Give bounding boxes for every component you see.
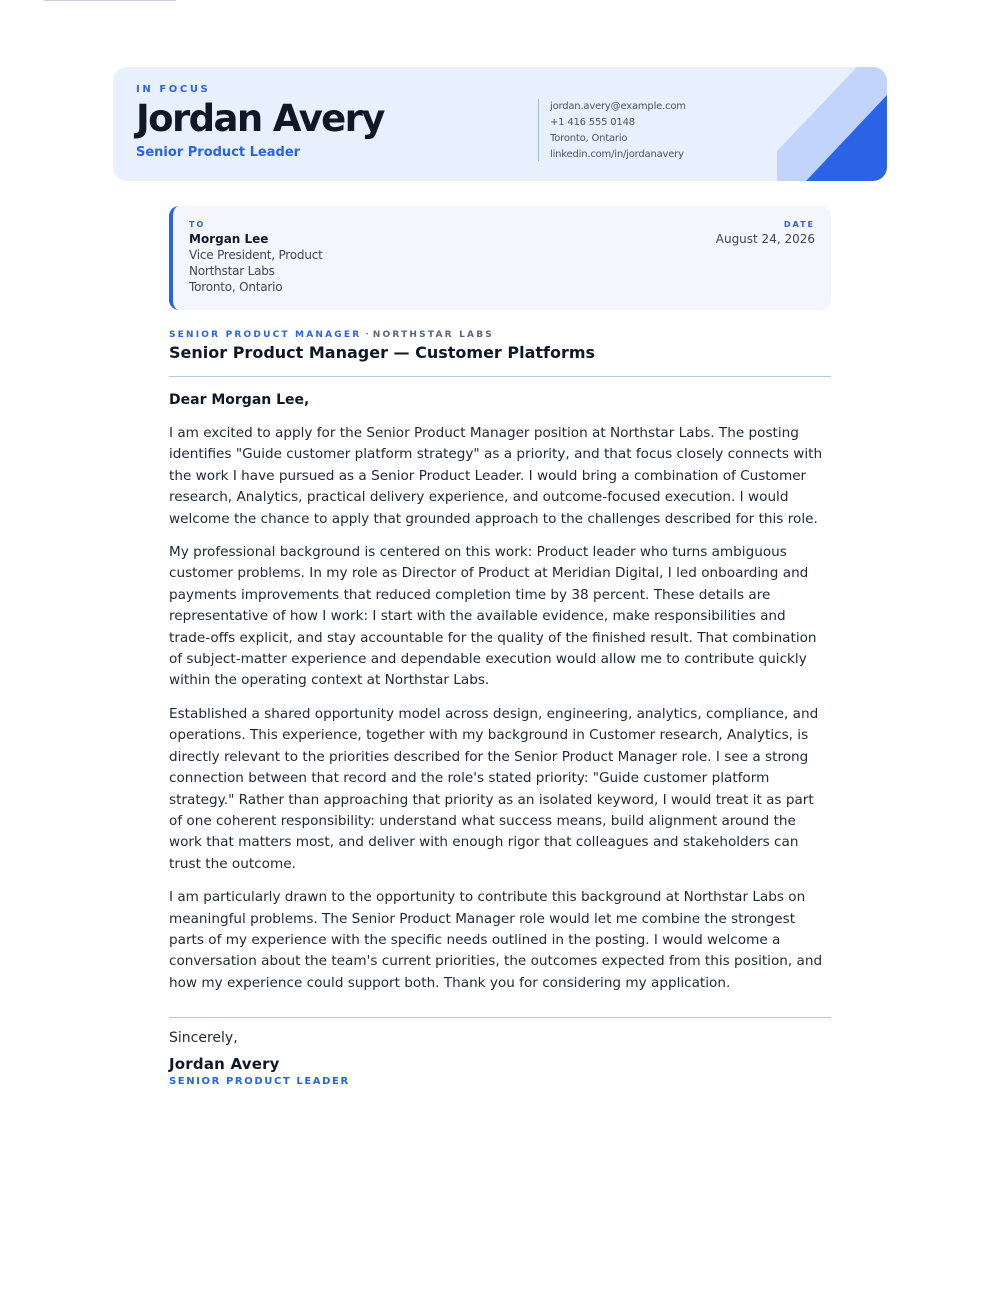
body-paragraph: My professional background is centered on this work: Product leader who turns ambiguous customer problems. In my role as Director of Product at Meridian Digital, I led onboarding and payments improvements that reduced completion time by 38 percent. These details are representative of how I work: I start with the available evidence, make responsibilities and trade-offs explicit, and stay accountable for the quality of the finished result. That combination of subject-matter experience and dependable execution would allow me to contribute quickly within the operating context at Northstar Labs. [169, 544, 817, 689]
tag-separator: · [365, 330, 369, 340]
applicant-name: Jordan Avery [136, 97, 384, 140]
recipient-role: Vice President, Product [189, 248, 323, 262]
subject-divider [169, 376, 831, 377]
contact-email: jordan.avery@example.com [550, 101, 686, 112]
contact-block [538, 99, 686, 161]
recipient-card [169, 206, 831, 310]
body-paragraph: I am particularly drawn to the opportunity to contribute this background at Northstar Labs on meaningful problems. The Senior Product Manager role would let me combine the strongest parts of my experience with the specific needs outlined in the posting. I would welcome a conversation about the team's current priorities, the outcomes expected from this position, and how my experience could support both. Thank you for considering my application. [169, 889, 823, 991]
eyebrow-label: IN FOCUS [136, 84, 211, 95]
date-label: DATE [783, 220, 815, 229]
top-divider [44, 0, 176, 1]
position-tag: SENIOR PRODUCT MANAGER [169, 330, 362, 340]
signature-name: Jordan Avery [169, 1055, 280, 1073]
body-paragraph: I am excited to apply for the Senior Product Manager position at Northstar Labs. The posting identifies "Guide customer platform strategy" as a priority, and that focus closely connects with the work I have pursued as a Senior Product Leader. I would bring a combination of Customer research, Analytics, practical delivery experience, and outcome-focused execution. I would welcome the chance to apply that grounded approach to the challenges described for this role. [169, 425, 823, 527]
body-paragraph: Established a shared opportunity model across design, engineering, analytics, compliance, and operations. This experience, together with my background in Customer research, Analytics, is directly relevant to the priorities described for the Senior Product Manager role. I see a strong connection between that record and the role's stated priority: "Guide customer platform strategy." Rather than approaching that priority as an isolated keyword, I would treat it as part of one coherent responsibility: understand what success means, build alignment around the work that matters most, and deliver with enough rigor that colleagues and stakeholders can trust the outcome. [169, 705, 819, 872]
contact-location: Toronto, Ontario [550, 133, 628, 144]
subject-heading: Senior Product Manager — Customer Platforms [169, 343, 596, 362]
recipient-location: Toronto, Ontario [189, 280, 283, 294]
signature-title: SENIOR PRODUCT LEADER [169, 1076, 350, 1087]
closing: Sincerely, [169, 1030, 238, 1046]
position-tagline [169, 330, 494, 340]
recipient-company: Northstar Labs [189, 264, 275, 278]
to-label: TO [189, 220, 206, 229]
letterhead [113, 67, 887, 181]
contact-phone: +1 416 555 0148 [550, 117, 635, 128]
letter-body [169, 423, 831, 1006]
closing-divider [169, 1017, 831, 1018]
recipient-name: Morgan Lee [189, 232, 269, 246]
applicant-title: Senior Product Leader [136, 145, 301, 160]
salutation: Dear Morgan Lee, [169, 392, 310, 408]
letter-date: August 24, 2026 [715, 232, 815, 246]
corner-decoration [777, 67, 887, 181]
contact-linkedin: linkedin.com/in/jordanavery [550, 149, 684, 160]
company-tag: NORTHSTAR LABS [372, 330, 494, 340]
